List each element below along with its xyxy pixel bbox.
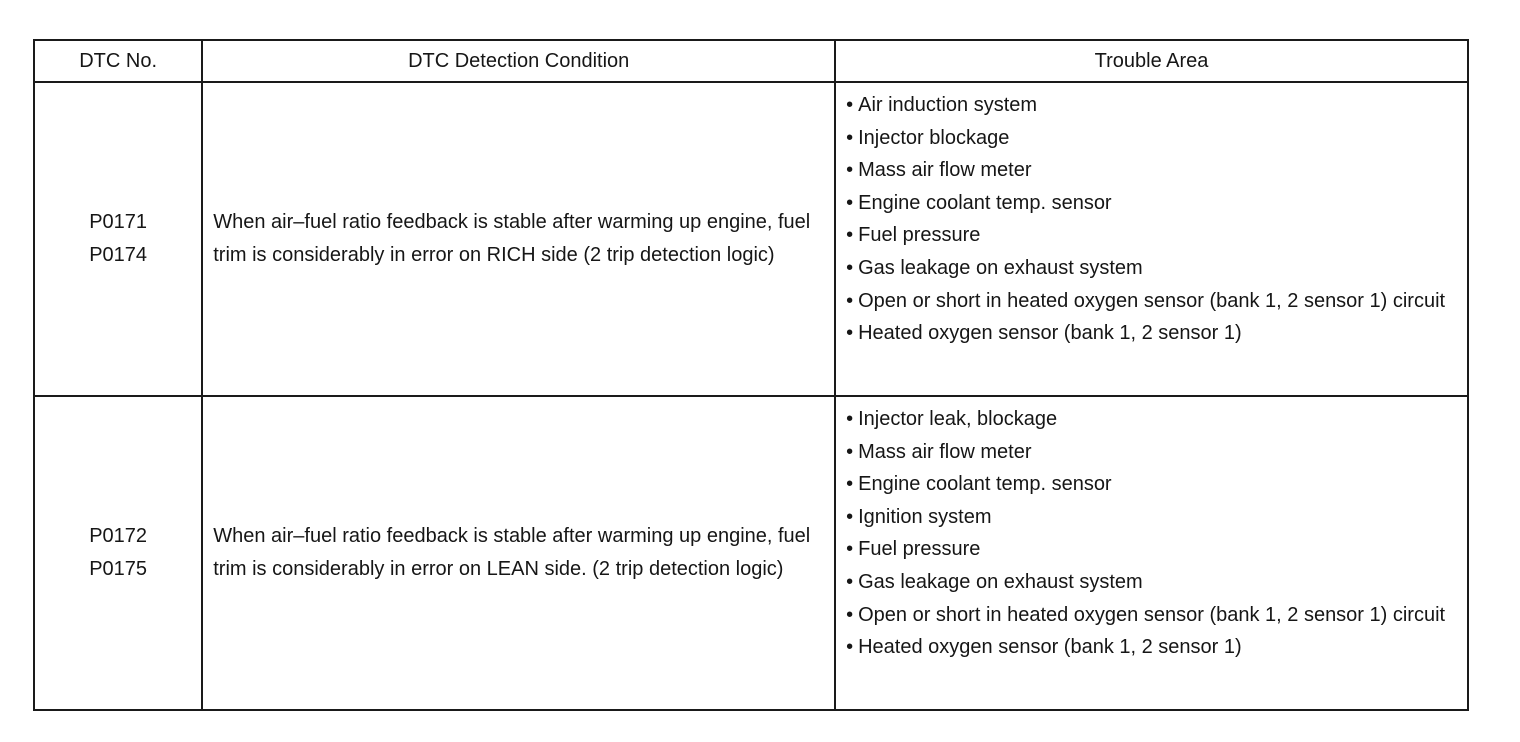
list-item: • Heated oxygen sensor (bank 1, 2 sensor 1) xyxy=(846,317,1461,350)
list-item: • Gas leakage on exhaust system xyxy=(846,252,1461,285)
list-item: • Fuel pressure xyxy=(846,219,1461,252)
table-row xyxy=(34,82,1468,396)
header-detection-condition: DTC Detection Condition xyxy=(202,40,835,82)
header-row xyxy=(34,40,1468,82)
list-item: • Heated oxygen sensor (bank 1, 2 sensor 1) xyxy=(846,631,1461,664)
dtc-code: P0171 xyxy=(89,211,148,233)
trouble-area-list xyxy=(846,403,1461,664)
list-item: • Open or short in heated oxygen sensor (bank 1, 2 sensor 1) circuit xyxy=(846,285,1461,318)
trouble-area-cell xyxy=(835,82,1468,396)
table-row xyxy=(34,396,1468,710)
detection-condition-cell: When air–fuel ratio feedback is stable after warming up engine, fuel trim is considerably in error on RICH side (2 trip detection logic) xyxy=(202,82,835,396)
list-item: • Injector blockage xyxy=(846,122,1461,155)
list-item: • Ignition system xyxy=(846,501,1461,534)
list-item: • Mass air flow meter xyxy=(846,436,1461,469)
dtc-code: P0172 xyxy=(89,525,148,547)
list-item: • Fuel pressure xyxy=(846,533,1461,566)
list-item: • Injector leak, blockage xyxy=(846,403,1461,436)
header-trouble-area: Trouble Area xyxy=(835,40,1468,82)
dtc-codes-cell xyxy=(34,82,202,396)
trouble-area-cell xyxy=(835,396,1468,710)
list-item: • Air induction system xyxy=(846,89,1461,122)
dtc-codes-cell xyxy=(34,396,202,710)
list-item: • Engine coolant temp. sensor xyxy=(846,468,1461,501)
list-item: • Gas leakage on exhaust system xyxy=(846,566,1461,599)
dtc-code: P0174 xyxy=(89,244,148,266)
trouble-area-list xyxy=(846,89,1461,350)
detection-condition-cell: When air–fuel ratio feedback is stable after warming up engine, fuel trim is considerably in error on LEAN side. (2 trip detection logic) xyxy=(202,396,835,710)
list-item: • Open or short in heated oxygen sensor (bank 1, 2 sensor 1) circuit xyxy=(846,599,1461,632)
list-item: • Engine coolant temp. sensor xyxy=(846,187,1461,220)
dtc-code: P0175 xyxy=(89,558,148,580)
list-item: • Mass air flow meter xyxy=(846,154,1461,187)
header-dtc-no: DTC No. xyxy=(34,40,202,82)
dtc-table xyxy=(33,39,1469,711)
